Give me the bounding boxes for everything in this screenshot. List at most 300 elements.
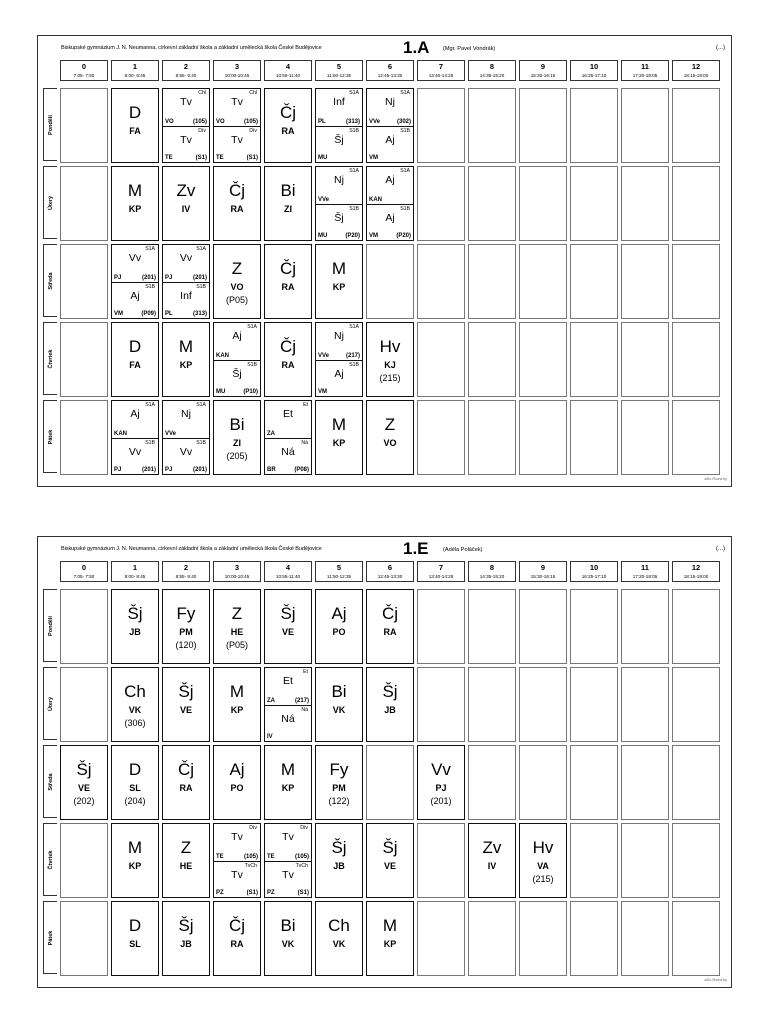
timetable-cell [468,88,516,163]
lesson-group[interactable] [367,126,413,163]
lesson-group[interactable] [367,204,413,241]
timetable-cell [468,166,516,241]
timetable-cell [672,589,720,664]
lesson-card[interactable] [366,901,414,976]
subject: Tv [231,831,243,843]
subject: Vv [179,445,193,458]
subject: Čj [279,103,297,122]
teacher-code: RA [230,939,244,949]
teacher-code: RA [281,126,295,136]
timetable-cell [570,589,618,664]
teacher-code: ZA [267,697,275,704]
period-header [366,60,414,81]
lesson-card[interactable] [213,901,261,976]
group-label: S1B [349,127,359,134]
lesson-group[interactable] [214,89,260,126]
lesson-group[interactable] [367,89,413,126]
group-label: Dív [300,825,308,831]
lesson-group[interactable] [112,282,158,319]
period-header [162,60,210,81]
timetable-cell [60,667,108,742]
lesson-group[interactable] [316,126,362,163]
group-label: S1B [349,361,359,368]
teacher-code: VK [128,705,142,715]
lesson-card[interactable] [315,745,363,820]
lesson-card[interactable] [162,823,210,898]
period-header [519,60,567,81]
lesson-card[interactable] [111,901,159,976]
lesson-group[interactable] [214,824,260,861]
timetable-cell [417,589,465,664]
group-label: S1A [349,168,359,174]
teacher-code: RA [179,783,193,793]
lesson-group[interactable] [265,668,311,705]
lesson-card[interactable] [162,322,210,397]
teacher-code: PJ [435,783,447,793]
day-name: Úterý [47,696,54,711]
period-header [570,60,618,81]
lesson-card[interactable] [162,901,210,976]
lesson-card[interactable] [264,88,312,163]
period-time: 8:55- 9:40 [175,574,197,579]
teacher-code: PJ [114,274,122,281]
day-label [43,166,57,239]
teacher-code: KP [230,705,244,715]
timetable-cell [519,901,567,976]
period-number: 7 [438,563,444,572]
timetable-cell [570,166,618,241]
room: (201) [192,467,207,473]
lesson-card[interactable] [315,901,363,976]
lesson-card[interactable] [213,745,261,820]
subject: Tv [180,133,192,146]
lesson-card[interactable] [111,589,159,664]
lesson-card[interactable] [519,823,567,898]
timetable-cell [417,400,465,475]
subject: Fy [329,760,349,779]
lesson-card[interactable] [264,901,312,976]
timetable-cell [672,823,720,898]
teacher-code: PJ [114,467,122,473]
timetable-cell [417,166,465,241]
room: (P10) [243,389,258,395]
subject: Šj [334,133,344,146]
period-header [264,60,312,81]
lesson-card[interactable] [213,88,261,163]
teacher-code: TE [216,853,224,860]
lesson-card[interactable] [264,244,312,319]
lesson-group[interactable] [316,360,362,397]
subject: D [128,760,142,779]
lesson-card[interactable] [111,166,159,241]
lesson-card[interactable] [111,400,159,475]
lesson-group[interactable] [163,89,209,126]
subject: Hv [532,838,554,857]
teacher-code: KJ [384,360,396,370]
day-name: Pondělí [47,615,54,636]
subject: Čj [228,181,246,200]
teacher-code: HE [179,861,193,871]
lesson-card[interactable] [315,589,363,664]
subject: Z [180,838,192,857]
teacher-code: PM [332,783,346,793]
lesson-card[interactable] [264,667,312,742]
teacher-code: VM [369,155,378,161]
teacher-code: JB [384,705,396,715]
lesson-card[interactable] [366,166,414,241]
teacher-code: PO [332,627,346,637]
period-time: 11:50-12:35 [326,73,352,78]
teacher-code: IV [267,734,273,740]
timetable-cell [672,745,720,820]
room: (P20) [345,233,360,239]
lesson-card[interactable] [60,745,108,820]
timetable-cell [570,400,618,475]
room: (120) [175,640,197,650]
period-time: 13:40-14:25 [428,73,454,78]
period-header [60,60,108,81]
lesson-card[interactable] [264,745,312,820]
timetable-cell [60,589,108,664]
teacher-code: PZ [216,890,224,896]
lesson-card[interactable] [213,244,261,319]
period-time: 18:15-19:00 [683,574,709,579]
period-time: 10:55-11:40 [275,73,301,78]
group-label: S1A [196,402,206,408]
subject: Vv [179,252,193,264]
lesson-group[interactable] [265,438,311,475]
lesson-card[interactable] [315,322,363,397]
lesson-card[interactable] [366,823,414,898]
lesson-card[interactable] [315,244,363,319]
period-number: 10 [589,62,599,71]
subject: D [128,916,142,935]
teacher-code: MU [318,155,328,161]
period-number: 7 [438,62,444,71]
teacher-code: FA [129,360,141,370]
timetable-cell [417,88,465,163]
lesson-card[interactable] [366,589,414,664]
teacher-code: VVe [318,352,330,359]
period-header [468,561,516,582]
group-label: S1A [145,402,155,408]
lesson-group[interactable] [316,323,362,360]
lesson-card[interactable] [468,823,516,898]
period-header [672,561,720,582]
period-number: 3 [234,563,240,572]
room: (P05) [225,295,248,305]
subject: Aj [229,760,245,779]
teacher-code: KP [281,783,295,793]
period-header [111,561,159,582]
lesson-group[interactable] [163,282,209,319]
room: (201) [141,467,156,473]
subject: Šj [232,367,242,380]
timetable-cell [621,244,669,319]
lesson-card[interactable] [162,745,210,820]
lesson-card[interactable] [213,589,261,664]
teacher-code: VA [537,861,549,871]
subject: M [280,760,296,779]
group-label: S1A [145,246,155,252]
lesson-card[interactable] [417,745,465,820]
lesson-group[interactable] [112,245,158,282]
teacher-code: VE [383,861,396,871]
period-header [672,60,720,81]
subject: Šj [331,838,347,857]
period-number: 11 [641,62,649,71]
teacher-code: PL [318,118,326,125]
timetable-cell [672,901,720,976]
day-name: Pátek [47,429,54,444]
timetable-cell [468,244,516,319]
lesson-card[interactable] [162,166,210,241]
subject: Nj [334,174,344,186]
lesson-group[interactable] [265,824,311,861]
day-label [43,88,57,161]
room: (105) [192,118,207,125]
teacher-code: RA [281,360,295,370]
period-header [417,561,465,582]
timetable-cell [468,901,516,976]
lesson-card[interactable] [213,823,261,898]
lesson-card[interactable] [315,88,363,163]
timetable-cell [468,322,516,397]
timetable-cell [519,88,567,163]
lesson-card[interactable] [111,88,159,163]
timetable-1e [37,536,732,988]
subject: Aj [385,174,395,186]
group-label: S1B [196,283,206,290]
lesson-card[interactable] [315,823,363,898]
subject: Aj [385,211,395,224]
group-label: Chl [249,90,257,96]
group-label: Dív [198,127,206,134]
lesson-card[interactable] [264,823,312,898]
lesson-group[interactable] [214,126,260,163]
teacher-code: KP [383,939,397,949]
period-time: 15:30-16:15 [530,574,556,579]
subject: Tv [282,868,294,881]
period-number: 9 [540,563,546,572]
subject: Aj [385,133,395,146]
lesson-card[interactable] [213,322,261,397]
lesson-card[interactable] [111,745,159,820]
timetable-cell [519,322,567,397]
lesson-card[interactable] [213,166,261,241]
teacher-code: KP [128,861,142,871]
timetable-cell [519,244,567,319]
period-header [264,561,312,582]
lesson-group[interactable] [214,323,260,360]
lesson-card[interactable] [264,166,312,241]
lesson-card[interactable] [264,400,312,475]
lesson-group[interactable] [265,401,311,438]
timetable-cell [60,400,108,475]
timetable-cell [621,589,669,664]
subject: Tv [231,133,243,146]
lesson-card[interactable] [315,667,363,742]
subject: Aj [334,367,344,380]
teacher-code: KP [332,282,346,292]
teacher-code: KP [332,438,346,448]
lesson-group[interactable] [367,167,413,204]
lesson-card[interactable] [213,400,261,475]
day-label [43,823,57,896]
teacher-code: IV [181,204,191,214]
lesson-group[interactable] [265,705,311,742]
timetable-cell [60,322,108,397]
period-time: 14:35-15:20 [479,574,505,579]
day-label [43,745,57,818]
period-time: 11:50-12:35 [326,574,352,579]
lesson-group[interactable] [214,360,260,397]
period-header [417,60,465,81]
lesson-group[interactable] [163,126,209,163]
subject: Zv [176,181,196,200]
timetable-cell [621,166,669,241]
period-number: 4 [285,62,291,71]
lesson-card[interactable] [264,589,312,664]
timetable-cell [672,667,720,742]
lesson-group[interactable] [316,204,362,241]
timetable-cell [519,166,567,241]
group-label: S1A [247,324,257,330]
lesson-group[interactable] [265,861,311,898]
lesson-group[interactable] [163,438,209,475]
subject: M [331,415,347,434]
subject: Et [283,675,293,687]
period-number: 9 [540,62,546,71]
subject: Nj [181,408,191,420]
day-label [43,400,57,473]
teacher-code: FA [129,126,141,136]
group-label: S1A [400,90,410,96]
period-time: 10:00-10:45 [224,574,250,579]
period-number: 8 [489,62,495,71]
lesson-group[interactable] [112,401,158,438]
timetable-cell [621,400,669,475]
lesson-group[interactable] [316,167,362,204]
subject: Šj [334,211,344,224]
subject: Čj [381,604,399,623]
teacher-code: VK [281,939,295,949]
day-name: Pondělí [47,114,54,135]
lesson-card[interactable] [315,400,363,475]
lesson-card[interactable] [366,322,414,397]
lesson-card[interactable] [213,667,261,742]
lesson-card[interactable] [111,322,159,397]
room: (201) [192,274,207,281]
period-time: 12:45-13:30 [377,574,403,579]
lesson-card[interactable] [264,322,312,397]
lesson-card[interactable] [111,244,159,319]
subject: Bi [331,682,347,701]
lesson-card[interactable] [162,400,210,475]
teacher-code: KP [179,360,193,370]
subject: Bi [229,415,245,434]
room: (313) [345,118,360,125]
teacher-code: RA [383,627,397,637]
lesson-card[interactable] [366,88,414,163]
group-label: S1B [145,439,155,446]
subject: M [127,838,143,857]
subject: M [127,181,143,200]
teacher-code: PM [179,627,193,637]
subject: Šj [178,682,194,701]
period-number: 6 [387,563,393,572]
lesson-group[interactable] [214,861,260,898]
lesson-card[interactable] [162,667,210,742]
subject: Et [283,408,293,420]
timetable-cell [468,589,516,664]
timetable-cell [570,88,618,163]
lesson-card[interactable] [162,244,210,319]
timetable-cell [519,400,567,475]
room: (P09) [141,311,156,317]
teacher-code: MU [216,389,226,395]
group-label: S1A [400,168,410,174]
lesson-group[interactable] [112,438,158,475]
teacher-code: PL [165,311,173,317]
teacher-code: PJ [165,467,173,473]
lesson-card[interactable] [315,166,363,241]
period-time: 8:00- 8:45 [124,574,146,579]
lesson-card[interactable] [111,823,159,898]
teacher-code: VO [216,118,225,125]
day-name: Čtvrtek [47,349,54,368]
timetable-cell [417,244,465,319]
period-time: 12:45-13:30 [377,73,403,78]
lesson-group[interactable] [163,401,209,438]
period-time: 17:20-18:05 [632,73,658,78]
subject: Aj [130,289,140,302]
lesson-card[interactable] [162,88,210,163]
period-time: 10:00-10:45 [224,73,250,78]
lesson-card[interactable] [366,400,414,475]
timetable-cell [60,88,108,163]
period-number: 11 [641,563,649,572]
more-bracket: (...) [716,546,725,552]
lesson-group[interactable] [316,89,362,126]
lesson-card[interactable] [366,667,414,742]
room: (217) [345,352,360,359]
room: (202) [73,796,95,806]
subject: Čj [177,760,195,779]
period-time: 7:05- 7:50 [73,73,95,78]
subject: Aj [232,330,242,342]
teacher-code: PJ [165,274,173,281]
timetable-cell [519,589,567,664]
period-number: 12 [691,62,701,71]
lesson-group[interactable] [163,245,209,282]
room: (302) [396,118,411,125]
lesson-card[interactable] [111,667,159,742]
period-header [519,561,567,582]
subject: Vv [128,252,142,264]
day-name: Pátek [47,930,54,945]
class-name: 1.A [403,38,430,57]
teacher-code: JB [129,627,141,637]
subject: Inf [333,96,345,108]
lesson-card[interactable] [162,589,210,664]
group-label: S1B [145,283,155,290]
room: (S1) [297,890,309,896]
period-time: 16:25-17:10 [581,73,607,78]
group-label: Ná [301,706,308,713]
room: (215) [379,373,401,383]
subject: M [382,916,398,935]
